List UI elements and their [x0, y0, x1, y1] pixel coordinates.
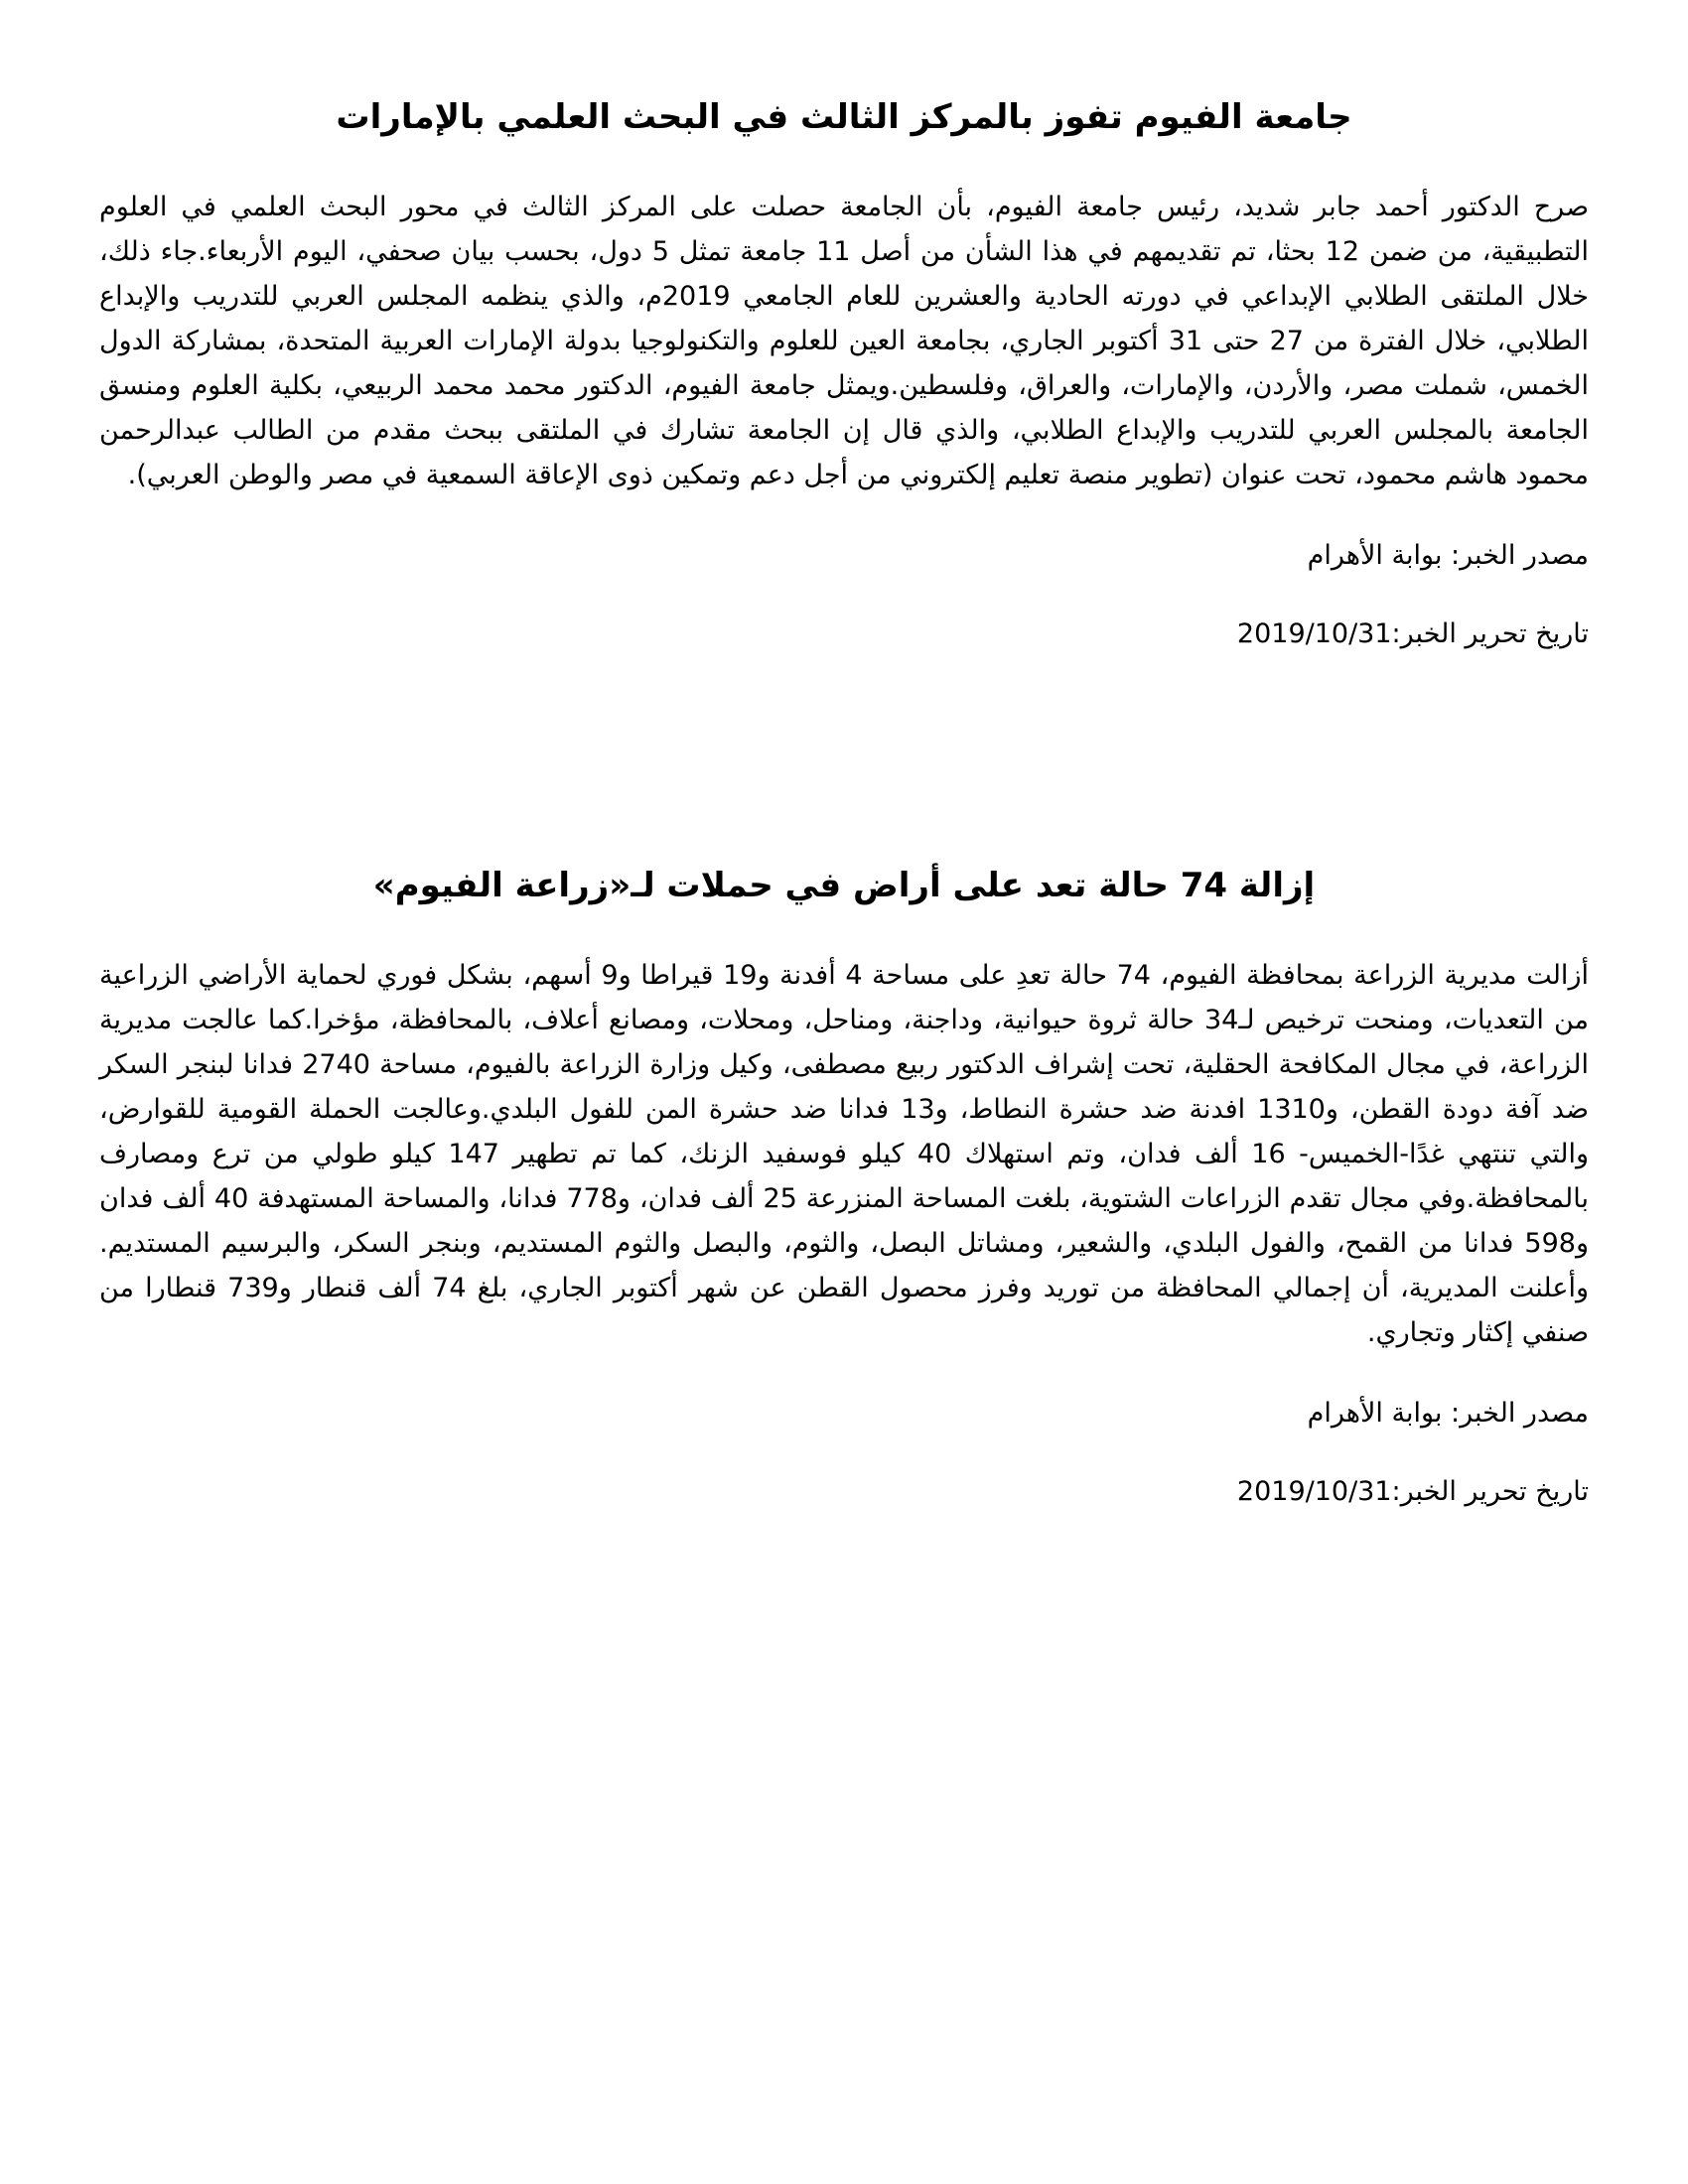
article-source: مصدر الخبر: بوابة الأهرام — [1307, 540, 1589, 571]
article-body: صرح الدكتور أحمد جابر شديد، رئيس جامعة الفيوم، بأن الجامعة حصلت على المركز الثالث في محور البحث العلمي في العلوم التطبيقية، من ضمن 12 بحثا، تم تقديمهم في هذا الشأن من أصل 11 جامعة تمثل 5 دول، بحسب بيان صحفي، اليوم الأربعاء.جاء ذلك، خلال الملتقى الطلابي الإبداعي في دورته الحادية والعشرين للعام الجامعي 2019م، والذي ينظمه المجلس العربي للتدريب والإبداع الطلابي، خلال الفترة من 27 حتى 31 أكتوبر الجاري، بجامعة العين للعلوم والتكنولوجيا بدولة الإمارات العربية المتحدة، بمشاركة الدول الخمس، شملت مصر، والأردن، والإمارات، والعراق، وفلسطين.ويمثل جامعة الفيوم، الدكتور محمد محمد الربيعي، بكلية العلوم ومنسق الجامعة بالمجلس العربي للتدريب والإبداع الطلابي، والذي قال إن الجامعة تشارك في الملتقى ببحث مقدم من الطالب عبدالرحمن محمود هاشم محمود، تحت عنوان (تطوير منصة تعليم إلكتروني من أجل دعم وتمكين ذوى الإعاقة السمعية في مصر والوطن العربي). — [99, 192, 1590, 490]
document-page — [99, 0, 1589, 2184]
article-headline: جامعة الفيوم تفوز بالمركز الثالث في البحث العلمي بالإمارات — [336, 97, 1352, 137]
news-article-fayoum-agriculture — [99, 856, 1589, 1514]
article-body: أزالت مديرية الزراعة بمحافظة الفيوم، 74 حالة تعدِ على مساحة 4 أفدنة و19 قيراطا و9 أسهم، بشكل فوري لحماية الأراضي الزراعية من التعديات، ومنحت ترخيص لـ34 حالة ثروة حيوانية، وداجنة، ومناحل، ومحلات، ومصانع أعلاف، بالمحافظة، مؤخرا.كما عالجت مديرية الزراعة، في مجال المكافحة الحقلية، تحت إشراف الدكتور ربيع مصطفى، وكيل وزارة الزراعة بالفيوم، مساحة 2740 فدانا لبنجر السكر ضد آفة دودة القطن، و1310 افدنة ضد حشرة النطاط، و13 فدانا ضد حشرة المن للفول البلدي.وعالجت الحملة القومية للقوارض، والتي تنتهي غدًا-الخميس- 16 ألف فدان، وتم استهلاك 40 كيلو فوسفيد الزنك، كما تم تطهير 147 كيلو طولي من ترع ومصارف بالمحافظة.وفي مجال تقدم الزراعات الشتوية، بلغت المساحة المنزرعة 25 ألف فدان، و778 فدانا، والمساحة المستهدفة 40 ألف فدان و598 فدانا من القمح، والفول البلدي، والشعير، ومشاتل البصل، والثوم، والبصل والثوم المستديم، وبنجر السكر، والبرسيم المستديم. وأعلنت المديرية، أن إجمالي المحافظة من توريد وفرز محصول القطن عن شهر أكتوبر الجاري، بلغ 74 ألف قنطار و739 قنطارا من صنفي إكثار وتجاري. — [99, 960, 1590, 1348]
article-source: مصدر الخبر: بوابة الأهرام — [1307, 1398, 1589, 1429]
article-date: تاريخ تحرير الخبر:2019/10/31 — [1236, 1476, 1589, 1507]
news-article-fayoum-university — [99, 87, 1589, 656]
article-headline: إزالة 74 حالة تعد على أراض في حملات لـ«زراعة الفيوم» — [372, 866, 1316, 905]
article-date: تاريخ تحرير الخبر:2019/10/31 — [1236, 618, 1589, 649]
